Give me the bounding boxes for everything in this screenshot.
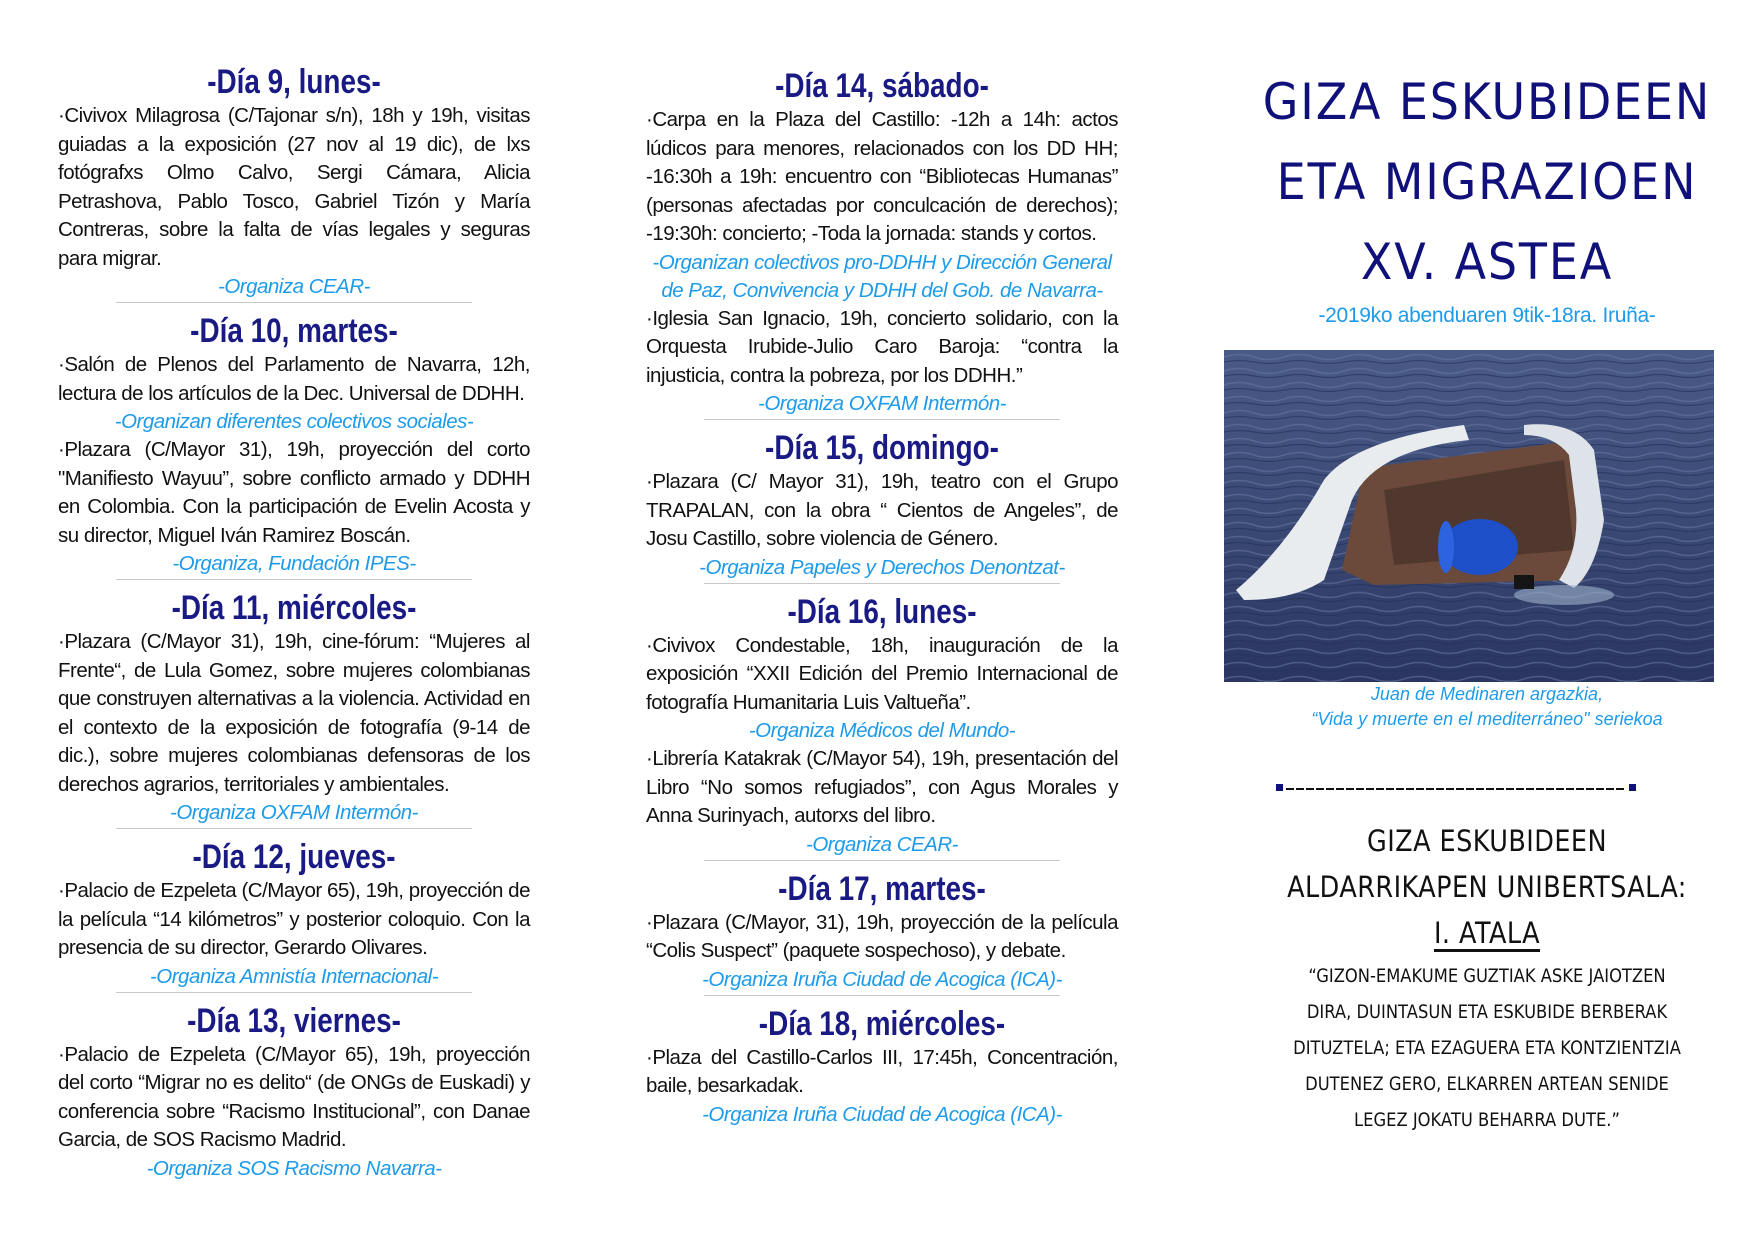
event-text: ·Palacio de Ezpeleta (C/Mayor 65), 19h, proyección de la película “14 kilómetros” y posterior coloquio. Con la presencia de su director, Gerardo Olivares. [58,879,530,959]
day-10-section [58,311,530,580]
declaration-title-line: ALDARRIKAPEN UNIBERTSALA: [1287,870,1687,904]
program-column-2 [646,66,1118,1133]
day-13-section [58,1001,530,1183]
quote-line: DIRA, DUINTASUN ETA ESKUBIDE BERBERAK [1306,1001,1668,1023]
event-text: ·Librería Katakrak (C/Mayor 54), 19h, presentación del Libro “No somos refugiados”, con Agus Morales y Anna Surinyach, autorxs del libro. [646,747,1118,827]
day-title: -Día 10, martes- [190,312,398,350]
day-title: -Día 17, martes- [778,869,986,908]
divider [116,992,472,993]
shipwreck-photo [1224,350,1714,682]
quote-line: DUTENEZ GERO, ELKARREN ARTEAN SENIDE [1305,1073,1669,1095]
day-title: -Día 15, domingo- [765,429,999,467]
day-title: -Día 14, sábado- [775,67,989,105]
day-title: -Día 12, jueves- [192,838,396,876]
main-title-line: ETA MIGRAZIOEN [1276,153,1698,211]
main-title-line: XV. ASTEA [1360,233,1614,291]
square-bullet-icon [1276,784,1283,791]
divider [116,579,472,580]
day-17-section [646,869,1118,996]
organizer: -Organiza CEAR- [218,275,370,298]
divider [116,828,472,829]
declaration-article: I. ATALA [1433,916,1541,950]
shipwreck-photo-image [1224,350,1714,682]
caption-line: “Vida y muerte en el mediterráneo" seriekoa [1311,709,1663,729]
declaration-title-line: GIZA ESKUBIDEEN [1366,824,1608,858]
day-12-section [58,837,530,993]
divider [704,995,1060,996]
day-15-section [646,428,1118,584]
divider [704,583,1060,584]
event-text: ·Carpa en la Plaza del Castillo: -12h a 14h: actos lúdicos para menores, relacionados con los DD HH; -16:30h a 19h: encuentro con “Bibliotecas Humanas” (personas afectadas por conculcación de derechos); -19:30h: concierto; -Toda la jornada: stands y cortos. [646,108,1118,245]
quote-line: DITUZTELA; ETA EZAGUERA ETA KONTZIENTZIA [1293,1037,1681,1059]
event-text: ·Civivox Milagrosa (C/Tajonar s/n), 18h y 19h, visitas guiadas a la exposición (27 nov al 19 dic), de lxs fotógrafxs Olmo Calvo, Sergi Cámara, Alicia Petrashova, Pablo Tosco, Gabriel Tizón y María Contreras, sobre la falta de vías legales y seguras para migrar. [58,104,530,270]
organizer: -Organiza Médicos del Mundo- [748,719,1016,742]
day-title: -Día 18, miércoles- [758,1004,1006,1043]
organizer: -Organiza Amnistía Internacional- [149,964,439,988]
day-title: -Día 11, miércoles- [171,589,417,627]
quote-line: “GIZON-EMAKUME GUZTIAK ASKE JAIOTZEN [1308,965,1666,987]
organizer: -Organiza Iruña Ciudad de Acogica (ICA)- [702,1102,1062,1126]
quote-line: LEGEZ JOKATU BEHARRA DUTE.” [1354,1109,1620,1131]
organizer: -Organiza CEAR- [806,832,958,856]
date-subtitle: -2019ko abenduaren 9tik-18ra. Iruña- [1318,304,1656,327]
event-text: ·Salón de Plenos del Parlamento de Navarra, 12h, lectura de los artículos de la Dec. Universal de DDHH. [58,353,530,405]
event-text: ·Plazara (C/Mayor, 31), 19h, proyección de la película “Colis Suspect” (paquete sospechoso), y debate. [646,910,1118,962]
decorative-separator [1276,784,1636,794]
program-column-1 [58,62,530,1187]
day-title: -Día 9, lunes- [207,63,381,101]
divider [704,419,1060,420]
divider [704,860,1060,861]
main-title-line: GIZA ESKUBIDEEN [1262,73,1712,131]
organizer: -Organizan diferentes colectivos sociales- [114,410,474,433]
declaration-quote [1220,958,1754,1138]
main-title [1220,62,1754,302]
photo-caption [1220,682,1754,732]
event-text: ·Plazara (C/Mayor 31), 19h, cine-fórum: “Mujeres al Frente“, de Lula Gomez, sobre mujeres colombianas que construyen alternativas a la violencia. Actividad en el contexto de la exposición de fotografía (9-14 de dic.), sobre mujeres colombianas defensoras de los derechos agrarios, territoriales y ambientales. [58,630,530,796]
event-text: ·Palacio de Ezpeleta (C/Mayor 65), 19h, proyección del corto “Migrar no es delito“ (de ONGs de Euskadi) y conferencia sobre “Racismo Institucional”, con Danae Garcia, de SOS Racismo Madrid. [58,1042,530,1151]
day-16-section [646,592,1118,861]
day-11-section [58,588,530,829]
square-bullet-icon [1629,784,1636,791]
organizer: -Organiza OXFAM Intermón- [170,801,418,824]
event-text: ·Plazara (C/Mayor 31), 19h, proyección del corto "Manifiesto Wayuu”, sobre conflicto armado y DDHH en Colombia. Con la participación de Evelin Acosta y su director, Miguel Iván Ramirez Boscán. [58,438,530,547]
event-text: ·Plaza del Castillo-Carlos III, 17:45h, Concentración, baile, besarkadak. [646,1045,1118,1097]
organizer: -Organiza OXFAM Intermón- [758,392,1006,415]
day-9-section [58,62,530,303]
declaration-title [1220,818,1754,956]
organizer: -Organiza Papeles y Derechos Denontzat- [699,555,1065,579]
divider [116,302,472,303]
organizer: -Organiza, Fundación IPES- [172,552,416,575]
organizer: -Organiza Iruña Ciudad de Acogica (ICA)- [702,967,1062,991]
dashed-line [1286,788,1626,790]
caption-line: Juan de Medinaren argazkia, [1370,684,1604,704]
organizer: -Organizan colectivos pro-DDHH y Dirección General de Paz, Convivencia y DDHH del Gob. de Navarra- [652,250,1112,302]
event-text: ·Iglesia San Ignacio, 19h, concierto solidario, con la Orquesta Irubide-Julio Caro Baroja: “contra la injusticia, contra la pobreza, por los DDHH.” [646,306,1118,387]
day-title: -Día 13, viernes- [187,1001,401,1040]
event-text: ·Civivox Condestable, 18h, inauguración de la exposición “XXII Edición del Premio Internacional de fotografía Humanitaria Luis Valtueña”. [646,633,1118,714]
organizer: -Organiza SOS Racismo Navarra- [146,1156,442,1180]
event-text: ·Plazara (C/ Mayor 31), 19h, teatro con el Grupo TRAPALAN, con la obra “ Cientos de Angeles”, de Josu Castillo, sobre violencia de Género. [646,470,1118,550]
day-14-section [646,66,1118,420]
day-18-section [646,1004,1118,1129]
day-title: -Día 16, lunes- [787,592,977,631]
